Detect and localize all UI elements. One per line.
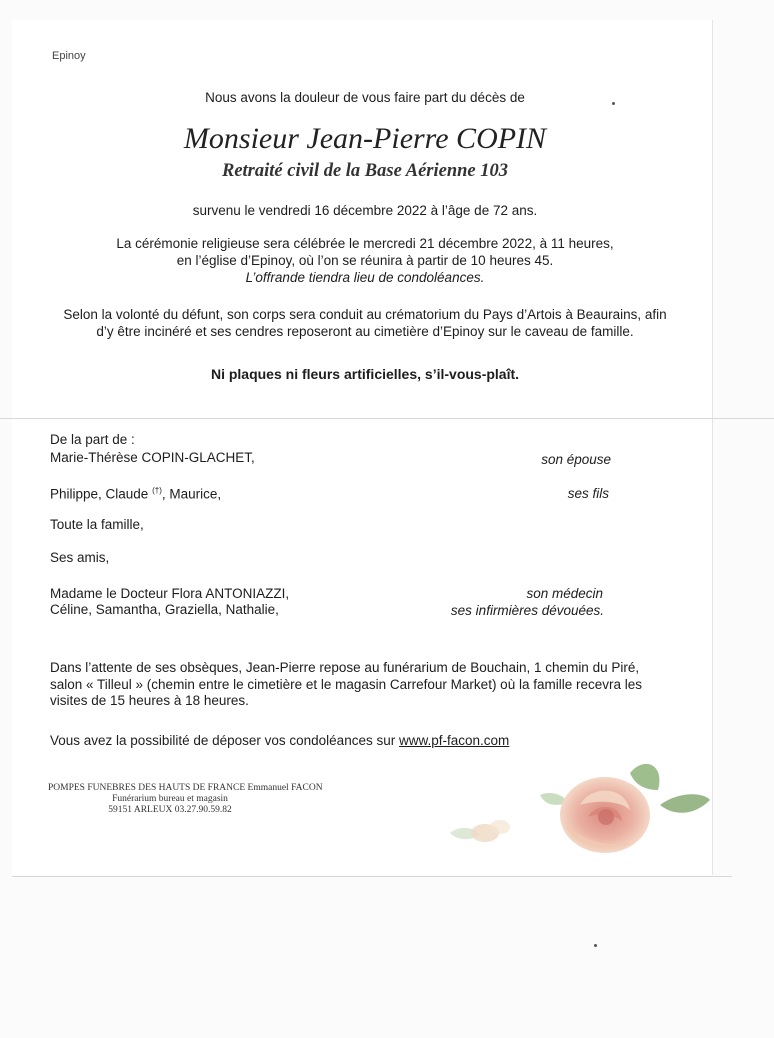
footer-address: 59151 ARLEUX 03.27.90.59.82 — [108, 805, 232, 815]
nurses-names: Céline, Samantha, Graziella, Nathalie, — [50, 602, 279, 617]
rose-illustration — [430, 755, 720, 865]
footer-company: POMPES FUNEBRES DES HAUTS DE FRANCE Emmanuel FACON — [48, 783, 323, 793]
friends-line: Ses amis, — [50, 550, 110, 565]
funerarium-line-3: visites de 15 heures à 18 heures. — [50, 693, 249, 708]
deceased-mark: (†) — [152, 486, 162, 495]
nurses-relation: ses infirmières dévouées. — [450, 603, 604, 618]
will-line-2: d’y être incinéré et ses cendres reposeront au cimetière d’Epinoy sur le caveau de famille. — [96, 324, 634, 339]
will-line-1: Selon la volonté du défunt, son corps sera conduit au crématorium du Pays d’Artois à Beaurains, afin — [63, 307, 667, 322]
no-flowers-notice: Ni plaques ni fleurs artificielles, s’il-vous-plaît. — [210, 366, 520, 382]
condolences-text: Vous avez la possibilité de déposer vos condoléances sur — [50, 733, 399, 748]
scan-speck — [612, 102, 615, 105]
sons-names-part2: , Maurice, — [161, 486, 222, 502]
family-name-sons — [50, 483, 221, 503]
family-name-spouse: Marie-Thérèse COPIN-GLACHET, — [50, 450, 255, 465]
scan-line — [0, 418, 774, 419]
small-bud-icon — [471, 820, 510, 842]
family-relation-spouse: son épouse — [541, 452, 611, 467]
footer-line-2: Funérarium bureau et magasin — [112, 794, 228, 804]
location-label: Epinoy — [52, 50, 86, 62]
sons-names-part1: Philippe, Claude — [50, 486, 153, 502]
family-relation-sons: ses fils — [567, 486, 609, 501]
card-bottom-edge — [12, 876, 732, 877]
funerarium-line-2: salon « Tilleul » (chemin entre le cimetière et le magasin Carrefour Market) où la famille recevra les — [50, 677, 642, 692]
ceremony-line-3: L’offrande tiendra lieu de condoléances. — [245, 270, 485, 285]
funerarium-line-1: Dans l’attente de ses obsèques, Jean-Pierre repose au funérarium de Bouchain, 1 chemin du Piré, — [50, 660, 640, 675]
deceased-title: Retraité civil de la Base Aérienne 103 — [221, 161, 509, 181]
condolences-website-link[interactable]: www.pf-facon.com — [398, 733, 510, 748]
ceremony-line-1: La cérémonie religieuse sera célébrée le mercredi 21 décembre 2022, à 11 heures, — [116, 236, 614, 251]
doctor-name: Madame le Docteur Flora ANTONIAZZI, — [50, 586, 290, 601]
doctor-relation: son médecin — [526, 586, 603, 601]
intro-text: Nous avons la douleur de vous faire part du décès de — [205, 90, 525, 105]
scan-speck — [594, 944, 597, 947]
rose-icon — [560, 777, 650, 853]
ceremony-line-2: en l’église d’Epinoy, où l’on se réunira à partir de 10 heures 45. — [176, 253, 554, 268]
deceased-name: Monsieur Jean-Pierre COPIN — [183, 122, 547, 155]
from-header: De la part de : — [50, 432, 135, 447]
death-line: survenu le vendredi 16 décembre 2022 à l’âge de 72 ans. — [192, 203, 538, 218]
condolences-line — [50, 733, 509, 749]
all-family-line: Toute la famille, — [50, 517, 144, 532]
